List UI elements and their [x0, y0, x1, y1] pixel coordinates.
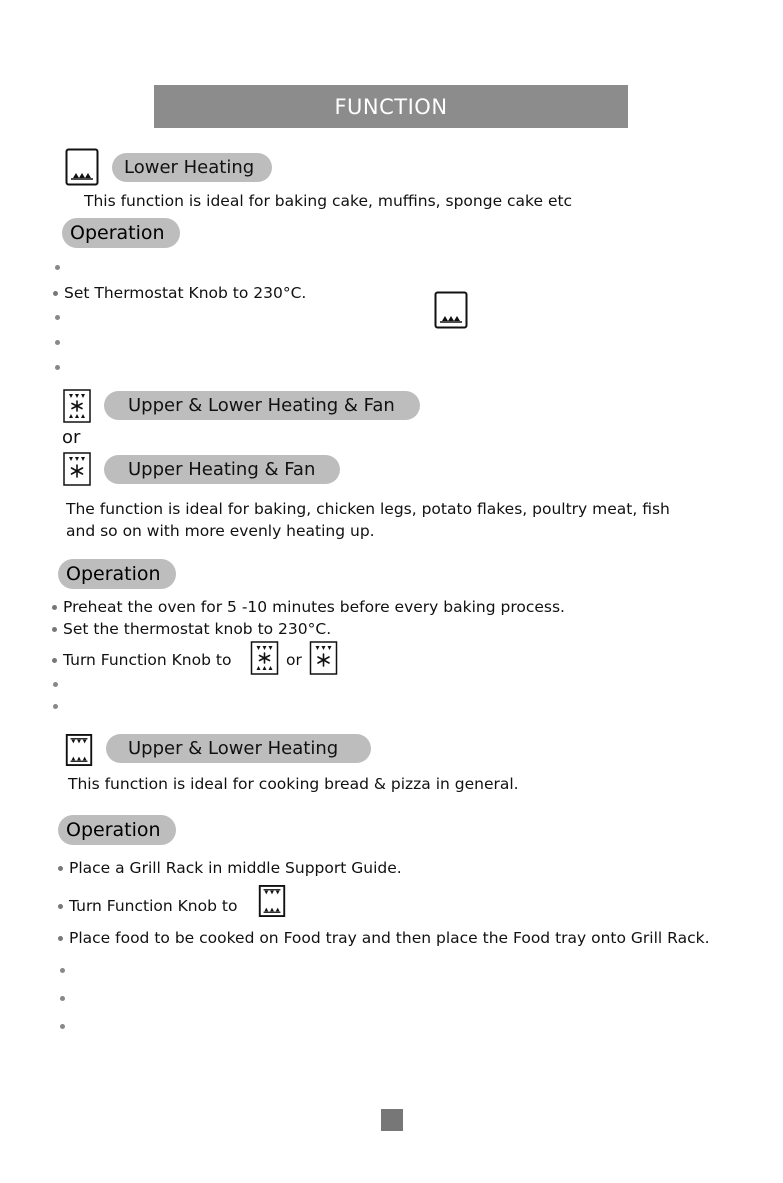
bullet-dot	[58, 866, 63, 871]
bullet-empty	[60, 1024, 65, 1029]
page-title: FUNCTION	[154, 85, 628, 128]
bullet-empty	[60, 996, 65, 1001]
operation-heading-3: Operation	[58, 815, 176, 845]
bullet-empty	[55, 365, 60, 370]
operation-heading-1: Operation	[62, 218, 180, 248]
step-text: Turn Function Knob to	[63, 651, 232, 669]
ul-step-3	[58, 929, 710, 947]
step-text: Turn Function Knob to	[69, 897, 238, 915]
page-number-marker	[381, 1109, 403, 1131]
lower-step-1	[53, 284, 306, 302]
bullet-dot	[58, 904, 63, 909]
bullet-dot	[52, 658, 57, 663]
upper-heating-fan-label: Upper Heating & Fan	[104, 455, 340, 484]
operation-heading-2: Operation	[58, 559, 176, 589]
lower-heating-description: This function is ideal for baking cake, muffins, sponge cake etc	[84, 192, 573, 210]
bullet-dot	[53, 291, 58, 296]
fan-description-line-2: and so on with more evenly heating up.	[66, 522, 375, 540]
upper-lower-heating-fan-icon	[63, 389, 91, 423]
lower-heating-icon	[433, 291, 469, 329]
upper-lower-heating-label: Upper & Lower Heating	[106, 734, 371, 763]
upper-lower-description: This function is ideal for cooking bread & pizza in general.	[68, 775, 519, 793]
ul-step-2	[58, 897, 237, 915]
lower-heating-label: Lower Heating	[112, 153, 272, 182]
fan-step-2	[52, 620, 331, 638]
upper-lower-heating-fan-label: Upper & Lower Heating & Fan	[104, 391, 420, 420]
bullet-empty	[55, 265, 60, 270]
bullet-empty	[60, 968, 65, 973]
fan-step-1	[52, 598, 565, 616]
bullet-dot	[58, 936, 63, 941]
upper-heating-fan-icon	[309, 641, 338, 675]
bullet-dot	[52, 627, 57, 632]
bullet-empty	[53, 704, 58, 709]
or-text: or	[62, 427, 81, 448]
step-text: Place food to be cooked on Food tray and then place the Food tray onto Grill Rack.	[69, 929, 710, 947]
upper-lower-heating-icon	[258, 885, 286, 917]
bullet-empty	[55, 315, 60, 320]
upper-heating-fan-icon	[63, 452, 91, 486]
step-text: Set Thermostat Knob to 230°C.	[64, 284, 307, 302]
bullet-empty	[55, 340, 60, 345]
fan-step-3-or: or	[286, 651, 302, 669]
bullet-dot	[52, 605, 57, 610]
step-text: Set the thermostat knob to 230°C.	[63, 620, 332, 638]
ul-step-1	[58, 859, 402, 877]
step-text: Preheat the oven for 5 -10 minutes before every baking process.	[63, 598, 565, 616]
upper-lower-heating-fan-icon	[250, 641, 279, 675]
bullet-empty	[53, 682, 58, 687]
step-text: Place a Grill Rack in middle Support Guide.	[69, 859, 402, 877]
upper-lower-heating-icon	[65, 734, 93, 766]
fan-step-3	[52, 651, 231, 669]
fan-description-line-1: The function is ideal for baking, chicken legs, potato flakes, poultry meat, fish	[66, 500, 670, 518]
lower-heating-icon	[65, 148, 99, 186]
